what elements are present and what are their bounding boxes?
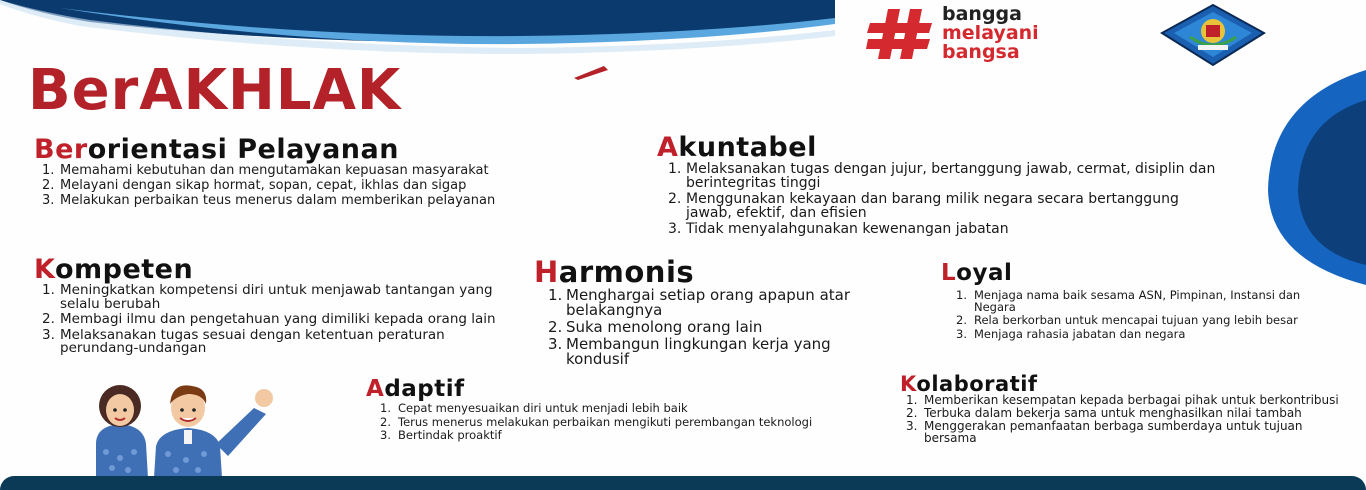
list-kompeten	[42, 284, 522, 356]
list-item: 1. Memahami kebutuhan dan mengutamakan kepuasan masyarakat	[42, 163, 489, 178]
list-item: 3. Menjaga rahasia jabatan dan negara	[956, 326, 1186, 341]
title-highlight: A	[657, 132, 679, 163]
list-akuntabel	[668, 162, 1228, 236]
list-kolaboratif	[906, 394, 1346, 444]
slogan-line-1: bangga	[942, 3, 1022, 25]
list-item: 1. Cepat menyesuaikan diri untuk menjadi lebih baik	[380, 401, 688, 415]
title-rest: orientasi Pelayanan	[87, 134, 399, 165]
right-arc-decoration	[1230, 60, 1366, 290]
list-item: 2. Rela berkorban untuk mencapai tujuan yang lebih besar	[956, 313, 1298, 327]
list-item: 2. Suka menolong orang lain	[548, 318, 763, 336]
title-rest: olaboratif	[916, 372, 1038, 396]
list-item: 1. Memberikan kesempatan kepada berbagai pihak untuk berkontribusi	[906, 393, 1339, 407]
title-highlight: H	[534, 255, 559, 289]
section-title-berorientasi	[34, 134, 399, 165]
list-item: 3. Bertindak proaktif	[380, 428, 502, 442]
list-item: 1. Meningkatkan kompetensi diri untuk menjawab tantangan yang selalu berubah	[42, 282, 493, 312]
bottom-bar	[0, 476, 1366, 490]
section-title-akuntabel	[657, 132, 817, 163]
list-item: 3. Menggerakan pemanfaatan berbaga sumberdaya untuk tujuan bersama	[906, 419, 1303, 445]
title-rest: oyal	[956, 260, 1013, 286]
list-item: 3. Tidak menyalahgunakan kewenangan jabatan	[668, 221, 1009, 237]
title-rest: daptif	[384, 376, 465, 402]
list-item: 2. Melayani dengan sikap hormat, sopan, cepat, ikhlas dan sigap	[42, 178, 467, 193]
title-highlight: K	[900, 372, 917, 396]
list-item: 2. Membagi ilmu dan pengetahuan yang dimiliki kepada orang lain	[42, 311, 496, 327]
list-item: 1. Melaksanakan tugas dengan jujur, bertanggung jawab, cermat, disiplin dan berintegritas tinggi	[668, 161, 1216, 191]
slogan-line-2: melayani	[942, 22, 1039, 44]
list-item: 3. Membangun lingkungan kerja yang kondusif	[548, 335, 831, 368]
list-item: 2. Menggunakan kekayaan dan barang milik negara secara bertanggung jawab, efektif, dan efisien	[668, 191, 1179, 221]
bangga-melayani-logo	[866, 5, 1116, 63]
regional-emblem-logo	[1160, 3, 1266, 67]
list-loyal	[956, 290, 1336, 340]
asn-employees-illustration	[76, 374, 286, 478]
list-item: 1. Menjaga nama baik sesama ASN, Pimpinan, Instansi dan Negara	[956, 288, 1301, 314]
section-title-adaptif	[366, 376, 465, 402]
list-item: 1. Menghargai setiap orang apapun atar belakangnya	[548, 286, 850, 319]
section-title-kompeten	[34, 254, 193, 285]
list-item: 2. Terbuka dalam bekerja sama untuk menghasilkan nilai tambah	[906, 406, 1302, 420]
title-rest: armonis	[558, 255, 695, 289]
top-wave-decoration	[0, 0, 840, 60]
title-highlight: Ber	[34, 134, 88, 165]
list-harmonis	[548, 288, 888, 367]
title-rest: ompeten	[54, 254, 194, 285]
list-berorientasi	[42, 164, 522, 207]
list-adaptif	[380, 403, 870, 442]
title-highlight: L	[941, 260, 957, 286]
list-item: 2. Terus menerus melakukan perbaikan mengikuti perembangan teknologi	[380, 414, 813, 429]
title-highlight: K	[34, 254, 55, 285]
page-title: BerAKHLAK	[28, 58, 402, 123]
title-highlight: A	[366, 376, 385, 402]
section-title-loyal	[941, 260, 1012, 286]
list-item: 3. Melakukan perbaikan teus menerus dalam memberikan pelayanan	[42, 193, 496, 208]
title-rest: kuntabel	[678, 132, 817, 163]
slogan-line-3: bangsa	[942, 41, 1020, 63]
section-title-harmonis	[534, 255, 694, 289]
list-item: 3. Melaksanakan tugas sesuai dengan ketentuan peraturan perundang-undangan	[42, 326, 445, 356]
hashtag-icon	[866, 7, 936, 61]
accent-mark	[560, 64, 610, 80]
